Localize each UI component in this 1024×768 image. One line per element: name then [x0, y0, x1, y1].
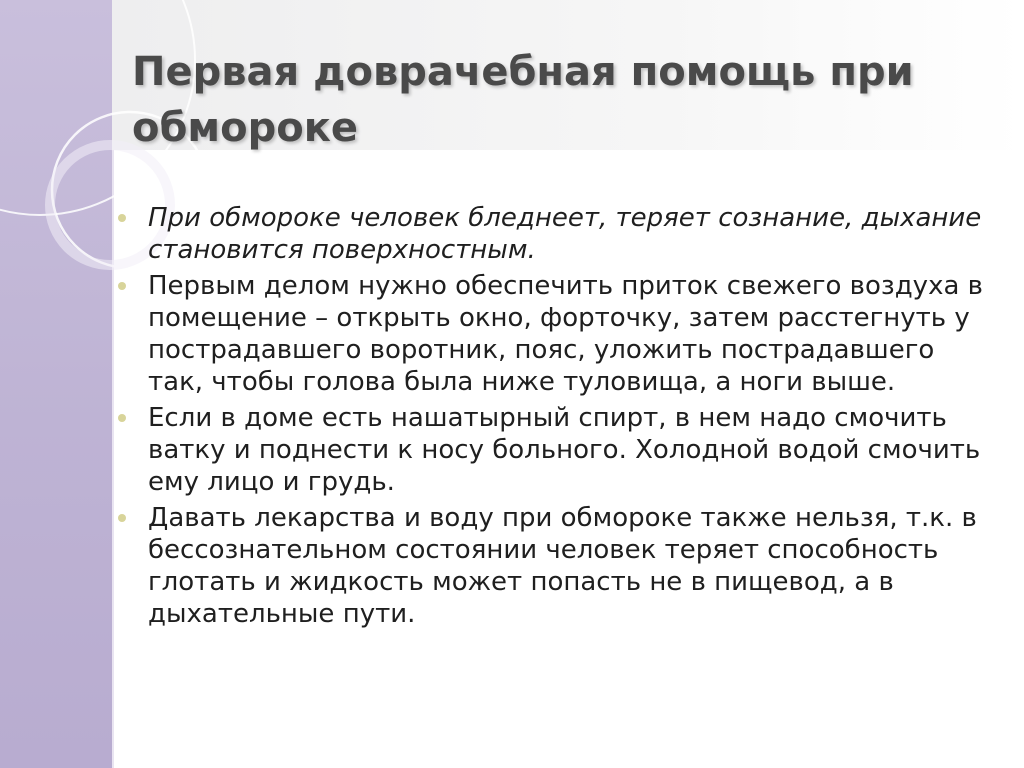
bullet-dot	[118, 214, 126, 222]
bullet-item-no-medicine	[118, 502, 988, 630]
bullet-list	[118, 202, 988, 634]
bullet-text: Первым делом нужно обеспечить приток свежего воздуха в помещение – открыть окно, форточку, затем расстегнуть у пострадавшего воротник, пояс, уложить пострадавшего так, чтобы голова была ниже туловища, а ноги выше.	[148, 271, 983, 397]
bullet-text: Если в доме есть нашатырный спирт, в нем надо смочить ватку и поднести к носу больного. Холодной водой смочить ему лицо и грудь.	[148, 403, 981, 497]
bullet-dot	[118, 414, 126, 422]
bullet-text: Давать лекарства и воду при обмороке также нельзя, т.к. в бессознательном состоянии человек теряет способность глотать и жидкость может попасть не в пищевод, а в дыхательные пути.	[148, 503, 977, 629]
bullet-item-ammonia	[118, 402, 988, 498]
bullet-text: При обмороке человек бледнеет, теряет сознание, дыхание становится поверхностным.	[148, 203, 982, 265]
slide-title: Первая доврачебная помощь при обмороке	[132, 49, 914, 151]
bullet-dot	[118, 282, 126, 290]
bullet-item-symptoms	[118, 202, 988, 266]
bullet-dot	[118, 514, 126, 522]
bullet-item-fresh-air	[118, 270, 988, 398]
